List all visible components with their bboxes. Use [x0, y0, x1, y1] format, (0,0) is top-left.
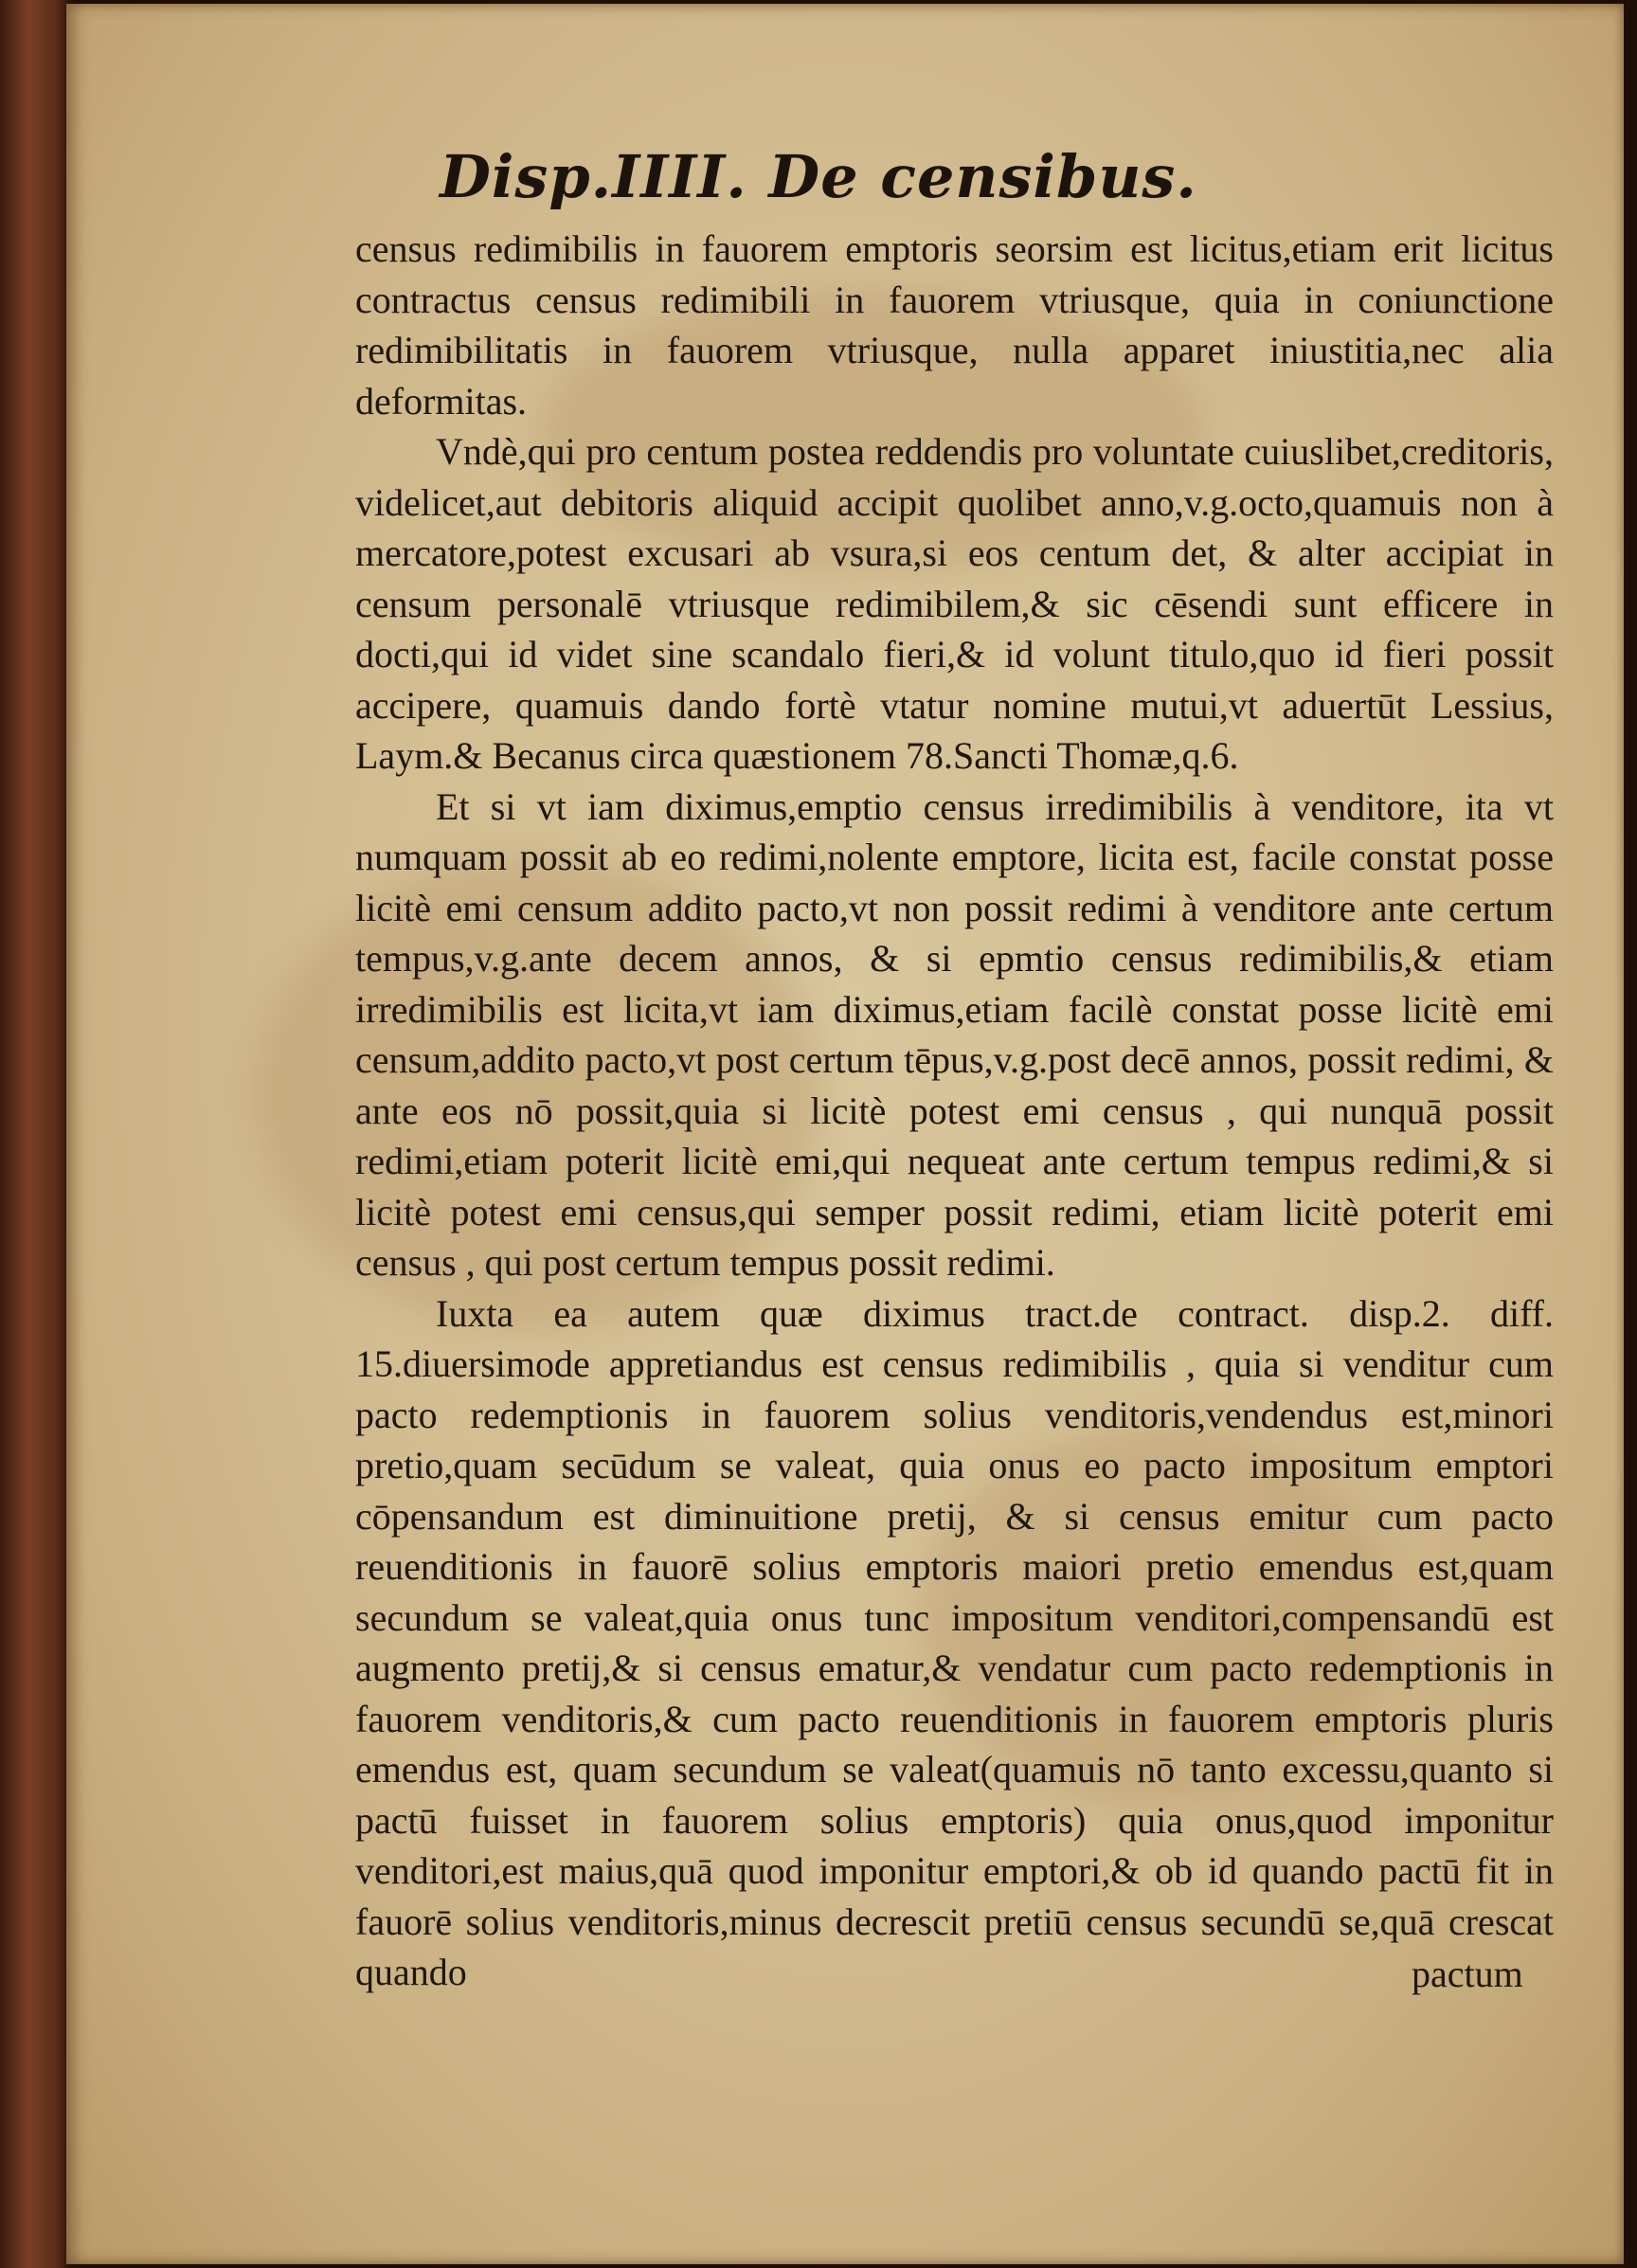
paragraph: Et si vt iam diximus,emptio census irredimibilis à venditore, ita vt numquam possit ab eo redimi,nolente emptore, licita est, facile constat posse licitè emi censum addito pacto,vt non possit redimi à venditore ante certum tempus,v.g.ante decem annos, & si epmtio census redimibilis,& etiam irredimibilis est licita,vt iam diximus,etiam facilè constat posse licitè emi censum,addito pacto,vt post certum tēpus,v.g.post decē annos, possit redimi, & ante eos nō possit,quia si licitè potest emi census , qui nunquā possit redimi,etiam poterit licitè emi,qui nequeat ante certum tempus redimi,& si licitè potest emi census,qui semper possit redimi, etiam licitè poterit emi census , qui post certum tempus possit redimi.: [355, 784, 1554, 1284]
paragraph: Vndè,qui pro centum postea reddendis pro voluntate cuiuslibet,creditoris, videlicet,aut debitoris aliquid accipit quolibet anno,v.g.octo,quamuis non à mercatore,potest excusari ab vsura,si eos centum det, & alter accipiat in censum personalē vtriusque redimibilem,& sic cēsendi sunt efficere in docti,qui id videt sine scandalo fieri,& id volunt titulo,quo id fieri possit accipere, quamuis dando fortè vtatur nomine mutui,vt aduertūt Lessius, Laym.& Becanus circa quæstionem 78.Sancti Thomæ,q.6.: [355, 430, 1554, 777]
paragraph: census redimibilis in fauorem emptoris seorsim est licitus,etiam erit licitus contractus census redimibili in fauorem vtriusque, quia in coniunctione redimibilitatis in fauorem vtriusque, nulla apparet iniustitia,nec alia deformitas.: [355, 227, 1554, 423]
paragraph: Iuxta ea autem quæ diximus tract.de contract. disp.2. diff. 15.diuersimode appretiandus est census redimibilis , quia si venditur cum pacto redemptionis in fauorem solius venditoris,vendendus est,minori pretio,quam secūdum se valeat, quia onus eo pacto impositum emptori cōpensandum est diminuitione pretij, & si census emitur cum pacto reuenditionis in fauorē solius emptoris maiori pretio emendus est,quam secundum se valeat,quia onus tunc impositum venditori,compensandū est augmento pretij,& si census ematur,& vendatur cum pacto redemptionis in fauorem venditoris,& cum pacto reuenditionis in fauorem emptoris pluris emendus est, quam secundum se valeat(quamuis nō tanto excessu,quanto si pactū fuisset in fauorem solius emptoris) quia onus,quod imponitur venditori,est maius,quā quod imponitur emptori,& ob id quando pactū fit in fauorē solius venditoris,minus decrescit pretiū census secundū se,quā crescat quando: [355, 1291, 1554, 1993]
catchword: pactum: [1412, 1953, 1523, 1995]
running-head: Disp.IIII. De censibus.: [440, 142, 1197, 211]
body-text: [355, 224, 1554, 1998]
